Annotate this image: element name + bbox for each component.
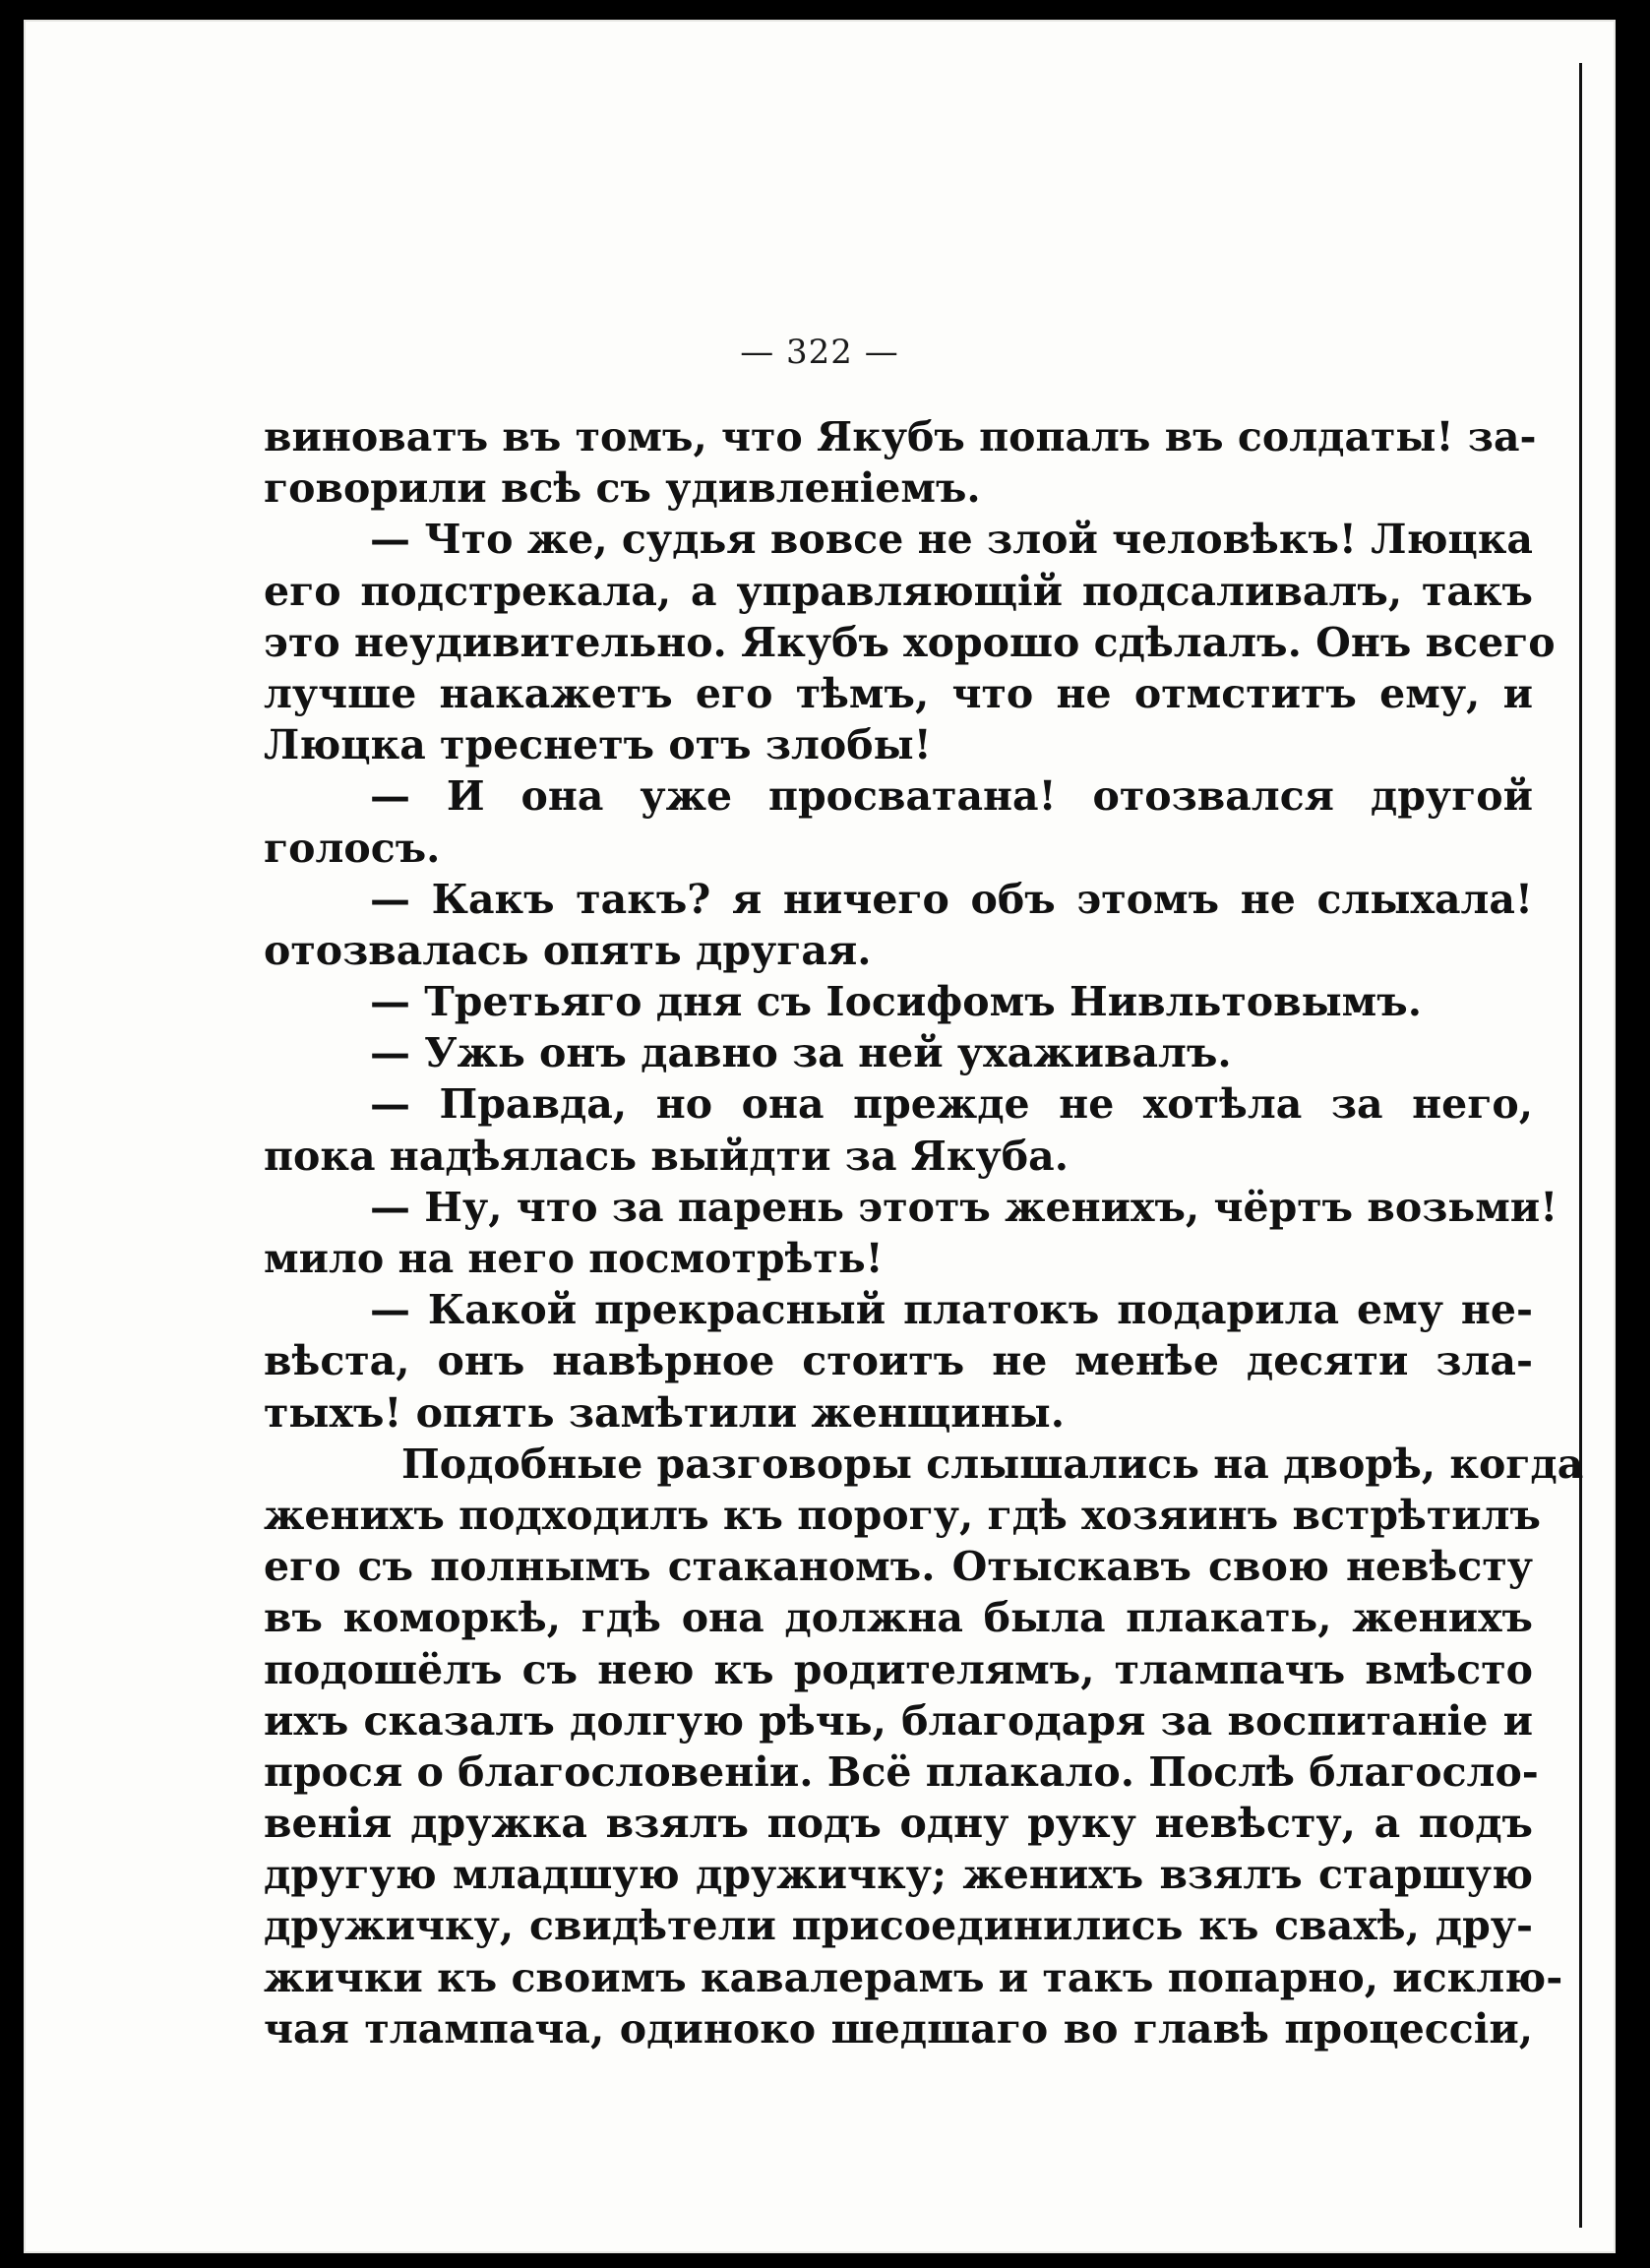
text-line: ихъ сказалъ долгую рѣчь, благодаря за воспитаніе и xyxy=(264,1696,1533,1745)
text-line: отозвалась опять другая. xyxy=(264,926,872,974)
text-line: Подобные разговоры слышались на дворѣ, когда xyxy=(401,1440,1584,1488)
text-line: венія дружка взялъ подъ одну руку невѣсту, а подъ xyxy=(264,1800,1533,1848)
text-line: говорили всѣ съ удивленіемъ. xyxy=(264,464,981,513)
text-line: — Ну, что за парень этотъ женихъ, чёртъ возьми! xyxy=(370,1183,1558,1231)
book-page xyxy=(24,20,1616,2253)
text-line: его съ полнымъ стаканомъ. Отыскавъ свою невѣсту xyxy=(264,1543,1533,1591)
text-line: — Какой прекрасный платокъ подарила ему не- xyxy=(370,1286,1533,1334)
text-line: прося о благословеніи. Всё плакало. Послѣ благосло- xyxy=(264,1747,1539,1796)
text-line: — Ужь онъ давно за ней ухаживалъ. xyxy=(370,1029,1232,1077)
text-line: въ коморкѣ, гдѣ она должна была плакать, женихъ xyxy=(264,1594,1533,1642)
text-line: вѣста, онъ навѣрное стоитъ не менѣе десяти зла- xyxy=(264,1337,1533,1385)
text-line: тыхъ! опять замѣтили женщины. xyxy=(264,1388,1066,1437)
text-line: — Какъ такъ? я ничего объ этомъ не слыхала! xyxy=(370,875,1533,923)
body-text xyxy=(264,411,1584,2054)
text-line: — Третьяго дня съ Іосифомъ Нивльтовымъ. xyxy=(370,978,1423,1026)
text-line: чая тлампача, одиноко шедшаго во главѣ процессіи, xyxy=(264,2004,1533,2053)
text-line: его подстрекала, а управляющій подсаливалъ, такъ xyxy=(264,567,1533,615)
text-line: — Что же, судья вовсе не злой человѣкъ! Люцка xyxy=(370,516,1533,564)
text-line: пока надѣялась выйдти за Якуба. xyxy=(264,1132,1069,1180)
text-line: — И она уже просватана! отозвался другой xyxy=(370,772,1533,821)
text-line: женихъ подходилъ къ порогу, гдѣ хозяинъ встрѣтилъ xyxy=(264,1491,1542,1539)
text-line: мило на него посмотрѣть! xyxy=(264,1235,884,1282)
text-line: жички къ своимъ кавалерамъ и такъ попарно, исклю- xyxy=(264,1953,1563,2001)
text-line: виноватъ въ томъ, что Якубъ попалъ въ солдаты! за- xyxy=(264,413,1537,460)
text-line: — Правда, но она прежде не хотѣла за него, xyxy=(370,1080,1533,1129)
text-line: голосъ. xyxy=(264,824,441,872)
text-line: лучше накажетъ его тѣмъ, что не отмститъ ему, и xyxy=(264,669,1533,717)
text-line: подошёлъ съ нею къ родителямъ, тлампачъ вмѣсто xyxy=(264,1645,1533,1693)
text-line: дружичку, свидѣтели присоединились къ свахѣ, дру- xyxy=(264,1902,1533,1950)
scan-edge xyxy=(1579,63,1582,2228)
text-line: это неудивительно. Якубъ хорошо сдѣлалъ. Онъ всего xyxy=(264,618,1556,666)
text-line: Люцка треснетъ отъ злобы! xyxy=(264,721,932,769)
page-number: — 322 — xyxy=(740,333,899,372)
text-line: другую младшую дружичку; женихъ взялъ старшую xyxy=(264,1851,1533,1899)
